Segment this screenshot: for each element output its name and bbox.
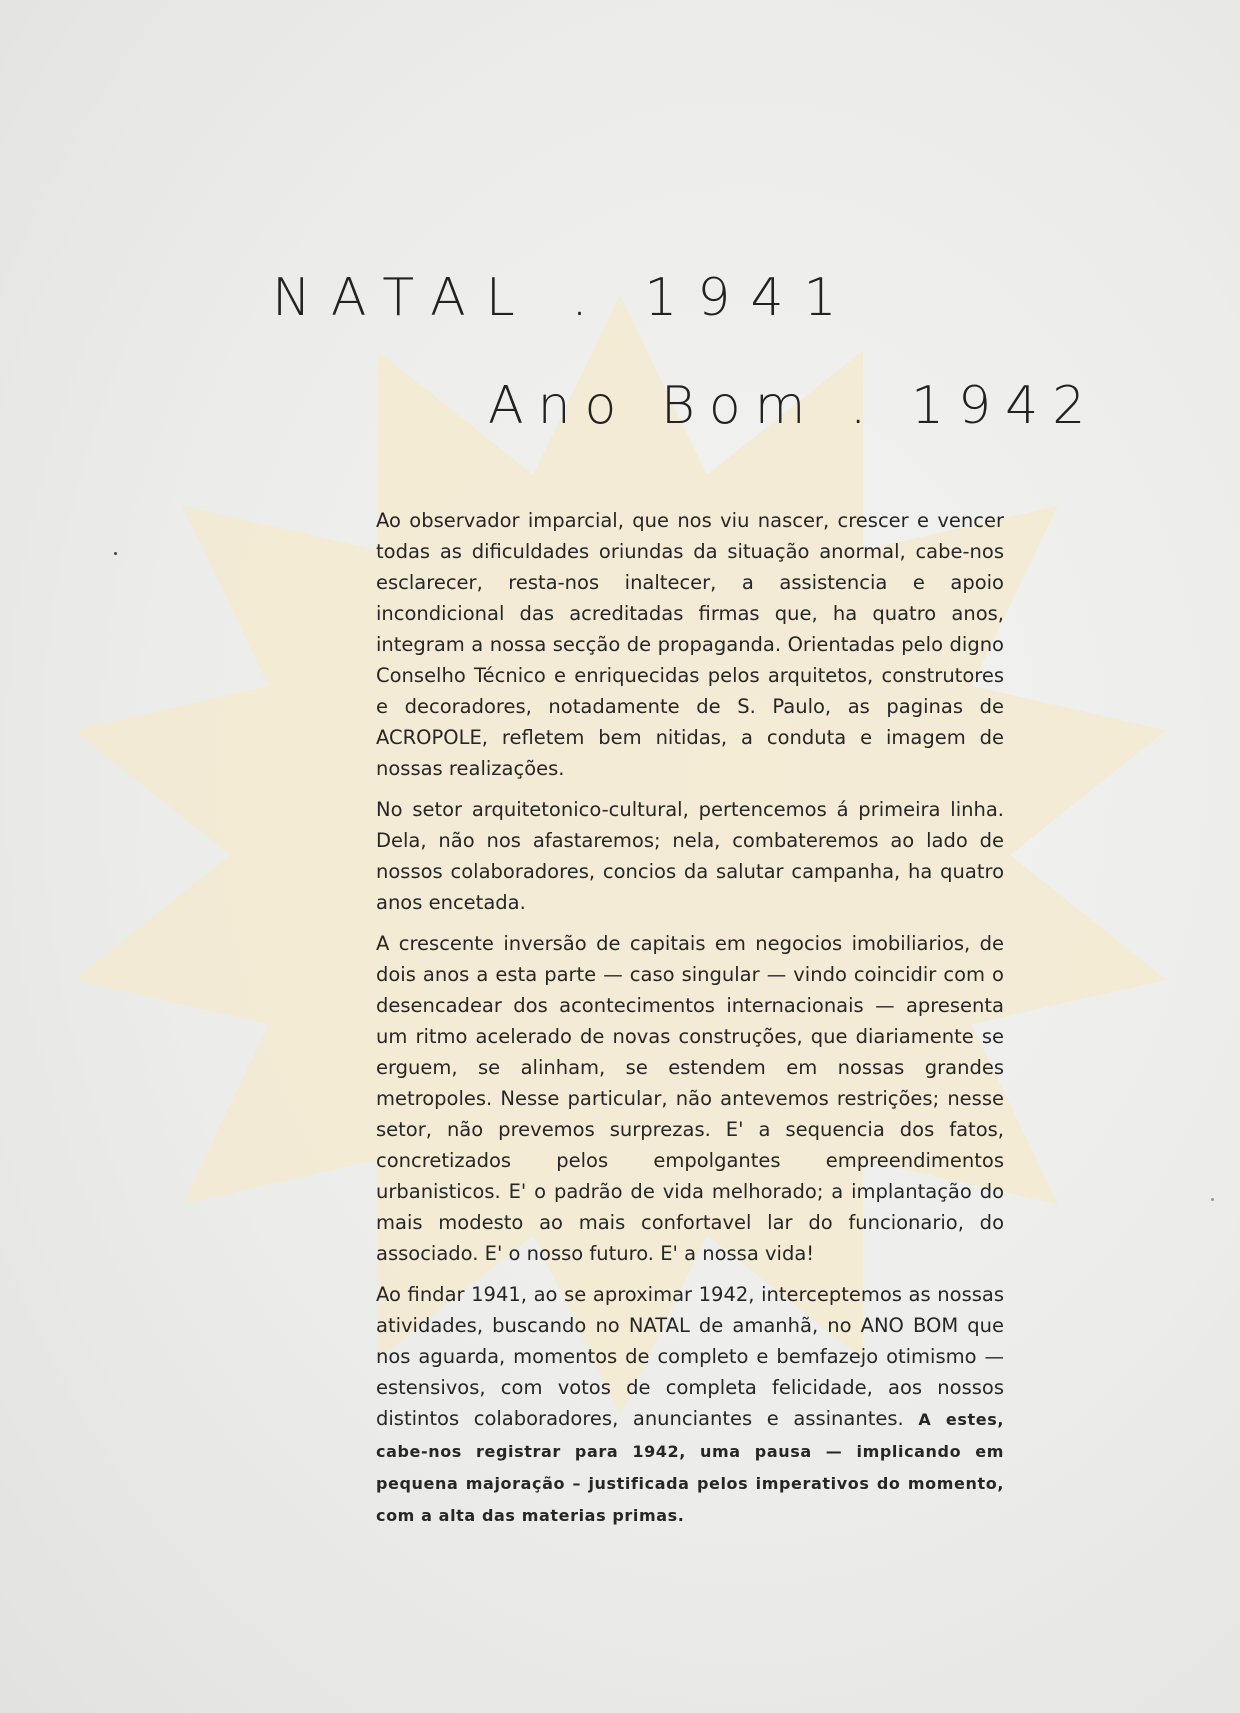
paragraph-1: Ao observador imparcial, que nos viu nascer, crescer e vencer todas as dificuldades oriundas da situação anormal, cabe-nos esclarecer, resta-nos inaltecer, a assistencia e apoio incondicional das acreditadas firmas que, ha quatro anos, integram a nossa secção de propaganda. Orientadas pelo digno Conselho Técnico e enriquecidas pelos arquitetos, construtores e decoradores, notadamente de S. Paulo, as paginas de ACROPOLE, refletem bem nitidas, a conduta e imagem de nossas realizações.: [376, 509, 1004, 780]
paragraph-4-text: Ao findar 1941, ao se aproximar 1942, interceptemos as nossas atividades, buscando no NATAL de amanhã, no ANO BOM que nos aguarda, momentos de completo e bemfazejo otimismo — estensivos, com votos de completa felicidade, aos nossos distintos colaboradores, anunciantes e assinantes.: [376, 1283, 1004, 1430]
heading-ano-bom-1942: Ano Bom . 1942: [488, 376, 1100, 436]
heading-natal-1941: NATAL . 1941: [272, 268, 857, 328]
print-speck: [1211, 1198, 1214, 1201]
paragraph-4: [376, 1279, 1004, 1531]
paragraph-3: A crescente inversão de capitais em negocios imobiliarios, de dois anos a esta parte — caso singular — vindo coincidir com o desencadear dos acontecimentos internacionais — apresenta um ritmo acelerado de novas construções, que diariamente se erguem, se alinham, se estendem em nossas grandes metropoles. Nesse particular, não antevemos restrições; nesse setor, não prevemos surprezas. E' a sequencia dos fatos, concretizados pelos empolgantes empreendimentos urbanisticos. E' o padrão de vida melhorado; a implantação do mais modesto ao mais confortavel lar do funcionario, do associado. E' o nosso futuro. E' a nossa vida!: [376, 932, 1004, 1265]
paragraph-2: No setor arquitetonico-cultural, pertencemos á primeira linha. Dela, não nos afastaremos; nela, combateremos ao lado de nossos colaboradores, concios da salutar campanha, ha quatro anos encetada.: [376, 798, 1004, 914]
paragraph-4-bold: A estes, cabe-nos registrar para 1942, uma pausa — implicando em pequena majoração – justificada pelos imperativos do momento, com a alta das materias primas.: [376, 1410, 1005, 1525]
article-body: [376, 505, 1004, 1541]
print-speck: [114, 552, 117, 555]
